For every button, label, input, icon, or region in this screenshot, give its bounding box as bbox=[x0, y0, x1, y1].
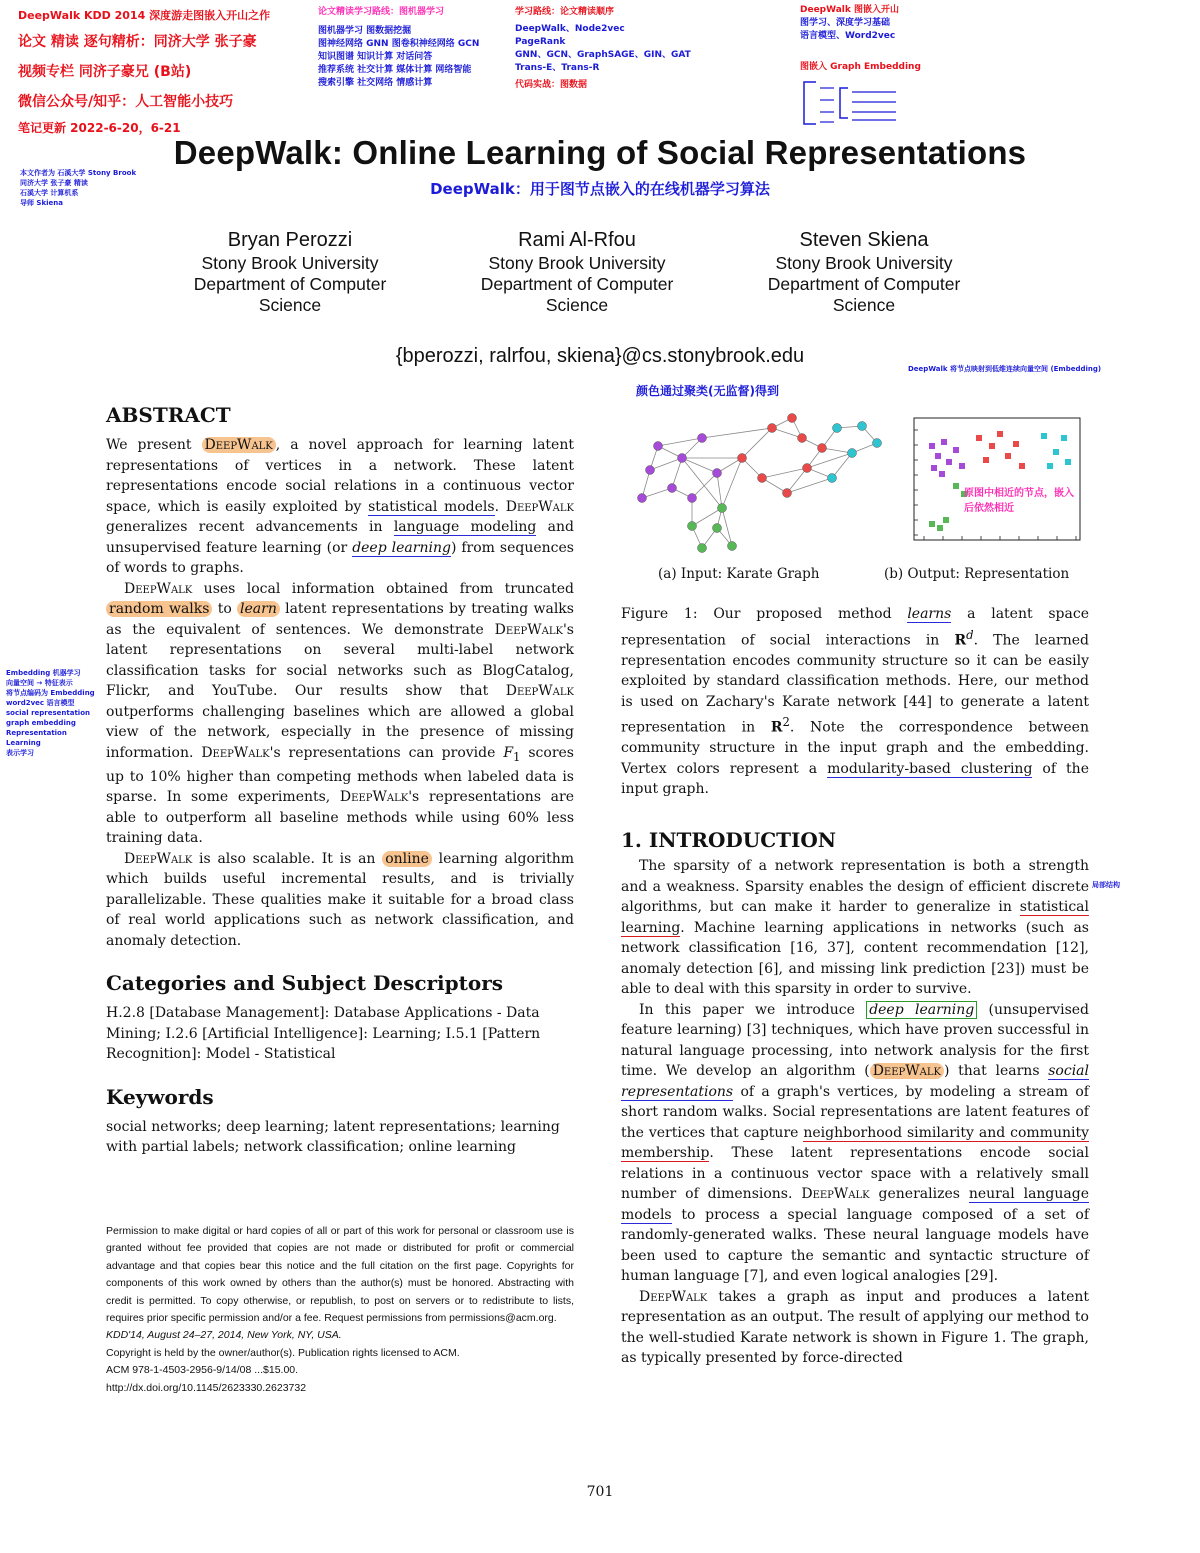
scatter-point bbox=[935, 453, 941, 459]
handnote-line: Embedding 机器学习 bbox=[6, 669, 81, 677]
handnote-line: 知识图谱 知识计算 对话问答 bbox=[318, 52, 433, 62]
permission-block bbox=[106, 1223, 574, 1397]
introduction-body: The sparsity of a network representation is both a strength and a weakness. Sparsity enables the design of efficient discrete algorithms, but can make it harder to generalize in statistical learning. Machine learning applications in networks (such as network classification [16, 37], content recommendation [12], anomaly detection [6], and missing link prediction [23]) must be able to deal with this sparsity in order to survive. In this paper we introduce deep learning (unsupervised feature learning) [3] techniques, which have proven successful in natural language processing, into network analysis for the first time. We develop an algorithm ( DeepWalk ) that learns social representations of a graph's vertices, by modeling a stream of short random walks. Social representations are latent features of the vertices that capture neighborhood similarity and community membership. These latent representations encode social relations in a continuous vector space with a relatively small number of dimensions. DeepWalk generalizes neural language models to process a special language composed of a set of randomly-generated walks. These neural language models have been used to capture the semantic and syntactic structure of human language [7], and even logical analogies [29]. DeepWalk takes a graph as input and produces a latent representation as an output. The result of applying our method to the well-studied Karate network is shown in Figure 1. The graph, as typically presented by force-directed bbox=[621, 858, 1090, 1366]
author-block bbox=[130, 228, 450, 316]
handnote-line: 石溪大学 计算机系 bbox=[20, 189, 79, 197]
page-number: 701 bbox=[586, 1484, 614, 1500]
copyright-text: Copyright is held by the owner/author(s). Publication rights licensed to ACM. bbox=[106, 1346, 460, 1359]
handnote-line: 向量空间 → 特征表示 bbox=[6, 679, 73, 687]
handnote-left-margin bbox=[6, 668, 102, 758]
acm-text: ACM 978-1-4503-2956-9/14/08 ...$15.00. bbox=[106, 1364, 299, 1377]
author-block bbox=[417, 228, 737, 316]
graph-edge bbox=[742, 428, 772, 458]
author-affiliation: Stony Brook University bbox=[775, 253, 953, 273]
author-department: Department of Computer bbox=[767, 274, 961, 294]
author-name: Bryan Perozzi bbox=[227, 229, 353, 251]
graph-node bbox=[678, 454, 687, 463]
venue-text: KDD'14, August 24–27, 2014, New York, NY, USA. bbox=[106, 1329, 342, 1342]
author-department: Department of Computer bbox=[480, 274, 674, 294]
handnote-line: DeepWalk 图嵌入开山 bbox=[800, 5, 900, 15]
scatter-point bbox=[946, 459, 952, 465]
paper-title: DeepWalk: Online Learning of Social Representations bbox=[173, 134, 1027, 171]
author-department: Department of Computer bbox=[193, 274, 387, 294]
graph-node bbox=[833, 424, 842, 433]
introduction-heading: 1. INTRODUCTION bbox=[621, 828, 837, 852]
author-name: Rami Al-Rfou bbox=[518, 229, 636, 251]
handnote-top-right bbox=[515, 6, 775, 92]
handnote-line: graph embedding bbox=[6, 719, 76, 727]
handnote-line: 同济大学 张子豪 精读 bbox=[20, 179, 88, 187]
graph-node bbox=[698, 544, 707, 553]
scatter-point bbox=[937, 525, 943, 531]
graph-node bbox=[768, 424, 777, 433]
handnote-line: 搜索引擎 社交网络 情感计算 bbox=[318, 78, 433, 88]
graph-edge bbox=[650, 458, 682, 470]
categories-heading: Categories and Subject Descriptors bbox=[106, 971, 504, 996]
handnote-line: PageRank bbox=[515, 37, 566, 47]
figure-caption: Figure 1: Our proposed method learns a latent space representation of social interactions in $R^d$. The learned representation encodes community structure so it can be easily exploited by standard classification methods. Here, our method is used on Zachary's Karate network [44] to generate a latent representation in $R^2$. Note the correspondence between community structure in the input graph and the embedding. Vertex colors represent a modularity-based clustering of the input graph. bbox=[621, 606, 1089, 798]
handnote-line: DeepWalk、Node2vec bbox=[515, 24, 625, 34]
graph-edge bbox=[722, 458, 742, 508]
scatter-point bbox=[939, 471, 945, 477]
doi-text: http://dx.doi.org/10.1145/2623330.2623732 bbox=[106, 1381, 307, 1394]
graph-node bbox=[828, 474, 837, 483]
scatter-point bbox=[1047, 463, 1053, 469]
scatter-point bbox=[953, 483, 959, 489]
graph-node bbox=[858, 422, 867, 431]
author-emails: {bperozzi, ralrfou, skiena}@cs.stonybrook.edu bbox=[395, 345, 805, 367]
scatter-point bbox=[1041, 433, 1047, 439]
handnote-top-mid bbox=[318, 6, 508, 90]
handnote-line: 图嵌入 Graph Embedding bbox=[800, 62, 921, 72]
bracket-diagram-icon bbox=[796, 78, 916, 130]
figure-subcaption-b: (b) Output: Representation bbox=[884, 566, 1070, 582]
scatter-point bbox=[931, 465, 937, 471]
handnote-fig-pink: 原图中相近的节点，嵌入后依然相近 bbox=[964, 488, 1074, 514]
graph-edge bbox=[702, 428, 772, 438]
author-department: Science bbox=[832, 295, 896, 315]
scatter-point bbox=[976, 435, 982, 441]
categories-text: H.2.8 [Database Management]: Database Applications - Data Mining; I.2.6 [Artificial Intelligence]: Learning; I.5.1 [Pattern Recognition]: Model - Statistical bbox=[106, 1005, 541, 1063]
title-cn-handnote: DeepWalk：用于图节点嵌入的在线机器学习算法 bbox=[430, 180, 770, 198]
handnote-fig-right-top: DeepWalk 将节点映射到低维连续向量空间 (Embedding) bbox=[908, 365, 1102, 373]
handnote-line: 学习路线：论文精读顺序 bbox=[515, 7, 615, 17]
graph-node bbox=[638, 494, 647, 503]
author-block bbox=[704, 228, 1024, 316]
left-column bbox=[106, 403, 574, 1158]
scatter-point bbox=[1061, 435, 1067, 441]
handnote-line: 图机器学习 图数据挖掘 bbox=[318, 26, 412, 36]
graph-node bbox=[788, 414, 797, 423]
scatter-point bbox=[953, 447, 959, 453]
permission-text: Permission to make digital or hard copies of all or part of this work for personal or classroom use is granted without fee provided that copies are not made or distributed for profit or commercial advantage and that copies bear this notice and the full citation on the first page. Copyrights for components of this work owned by others than the author(s) must be honored. Abstracting with credit is permitted. To copy otherwise, or republish, to post on servers or to redistribute to lists, requires prior specific permission and/or a fee. Request permissions from permissions@acm.org. bbox=[106, 1225, 574, 1325]
author-name: Steven Skiena bbox=[799, 229, 929, 251]
graph-node bbox=[798, 434, 807, 443]
handnote-line: 推荐系统 社交计算 媒体计算 网络智能 bbox=[318, 65, 472, 75]
graph-edge bbox=[807, 453, 852, 468]
graph-edge bbox=[787, 478, 832, 493]
handnote-fig-top: 颜色通过聚类(无监督)得到 bbox=[636, 384, 779, 398]
graph-node bbox=[783, 489, 792, 498]
graph-node bbox=[688, 522, 697, 531]
handnote-line: 代码实战：图数据 bbox=[515, 80, 588, 90]
handnote-line: 视频专栏 同济子豪兄 (B站) bbox=[18, 64, 192, 80]
handnote-line: DeepWalk KDD 2014 深度游走图嵌入开山之作 bbox=[18, 9, 271, 22]
figure-subcaption-a: (a) Input: Karate Graph bbox=[658, 566, 820, 582]
keywords-heading: Keywords bbox=[106, 1084, 214, 1109]
handnote-line: 将节点编码为 Embedding bbox=[6, 689, 95, 697]
graph-node bbox=[646, 466, 655, 475]
graph-node bbox=[873, 439, 882, 448]
handnote-line: 语言模型、Word2vec bbox=[800, 31, 896, 41]
graph-node bbox=[848, 449, 857, 458]
handnote-line: Representation Learning bbox=[6, 729, 67, 747]
graph-node bbox=[718, 504, 727, 513]
author-department: Science bbox=[258, 295, 322, 315]
handnote-far-right bbox=[800, 4, 980, 74]
handnote-line: 图学习、深度学习基础 bbox=[800, 18, 891, 28]
handnote-right-margin: 局部结构 bbox=[1092, 881, 1120, 889]
handnote-line: 表示学习 bbox=[6, 749, 34, 757]
representation-scatter-figure bbox=[904, 416, 1084, 552]
scatter-point bbox=[959, 463, 965, 469]
author-affiliation: Stony Brook University bbox=[201, 253, 379, 273]
handnote-line: 本文作者为 石溪大学 Stony Brook bbox=[20, 169, 137, 177]
scatter-point bbox=[1053, 449, 1059, 455]
graph-edge bbox=[682, 458, 717, 473]
handnote-line: 笔记更新 2022-6-20，6-21 bbox=[18, 121, 181, 135]
scatter-point bbox=[989, 443, 995, 449]
scatter-point bbox=[1065, 459, 1071, 465]
scatter-point bbox=[929, 443, 935, 449]
keywords-text: social networks; deep learning; latent representations; learning with partial labels; network classification; online learning bbox=[106, 1118, 560, 1156]
abstract-body: We present DeepWalk , a novel approach for learning latent representations of vertices in a network. These latent representations encode social relations in a continuous vector space, which is easily exploited by statistical models. DeepWalk generalizes recent advancements in language modeling and unsupervised feature learning (or deep learning) from sequences of words to graphs. DeepWalk uses local information obtained from truncated random walks to learn latent representations by treating walks as the equivalent of sentences. We demonstrate DeepWalk's latent representations on several multi-label network classification tasks for social networks such as BlogCatalog, Flickr, and YouTube. Our results show that DeepWalk outperforms challenging baselines which are allowed a global view of the network, especially in the presence of missing information. DeepWalk's representations can provide $F_1$ scores up to 10% higher than competing methods when labeled data is sparse. In some experiments, DeepWalk's representations are able to outperform all baseline methods while using 60% less training data. DeepWalk is also scalable. It is an online learning algorithm which builds useful incremental results, and is trivially parallelizable. These qualities make it suitable for a broad class of real world applications such as network classification, and anomaly detection. bbox=[106, 437, 575, 949]
handnote-line: 导师 Skiena bbox=[20, 199, 63, 207]
scatter-point bbox=[997, 431, 1003, 437]
scatter-point bbox=[943, 517, 949, 523]
handnote-line: 论文精读学习路线：图机器学习 bbox=[318, 7, 445, 17]
abstract-heading: ABSTRACT bbox=[106, 403, 231, 427]
scatter-point bbox=[941, 439, 947, 445]
graph-node bbox=[688, 494, 697, 503]
handnote-topleft bbox=[18, 8, 318, 138]
graph-node bbox=[738, 454, 747, 463]
graph-node bbox=[818, 444, 827, 453]
scatter-point bbox=[1019, 463, 1025, 469]
author-affiliation: Stony Brook University bbox=[488, 253, 666, 273]
handnote-line: 图神经网络 GNN 图卷积神经网络 GCN bbox=[318, 39, 480, 49]
handnote-line: 微信公众号/知乎：人工智能小技巧 bbox=[18, 94, 234, 110]
graph-node bbox=[668, 484, 677, 493]
graph-node bbox=[654, 442, 663, 451]
handnote-line: 论文 精读 逐句精析：同济大学 张子豪 bbox=[18, 34, 257, 50]
handnote-line: social representation bbox=[6, 709, 90, 717]
graph-node bbox=[728, 542, 737, 551]
scatter-point bbox=[929, 521, 935, 527]
graph-node bbox=[803, 464, 812, 473]
graph-node bbox=[698, 434, 707, 443]
author-department: Science bbox=[545, 295, 609, 315]
graph-node bbox=[713, 524, 722, 533]
graph-node bbox=[713, 469, 722, 478]
karate-graph-figure bbox=[622, 398, 892, 558]
scatter-point bbox=[1013, 441, 1019, 447]
introduction-section bbox=[621, 828, 1089, 1369]
handnote-line: GNN、GCN、GraphSAGE、GIN、GAT bbox=[515, 50, 691, 60]
handnote-line: word2vec 语言模型 bbox=[6, 699, 75, 707]
scatter-point bbox=[1005, 453, 1011, 459]
scatter-point bbox=[983, 457, 989, 463]
handnote-line: Trans-E、Trans-R bbox=[515, 63, 600, 73]
graph-node bbox=[758, 474, 767, 483]
